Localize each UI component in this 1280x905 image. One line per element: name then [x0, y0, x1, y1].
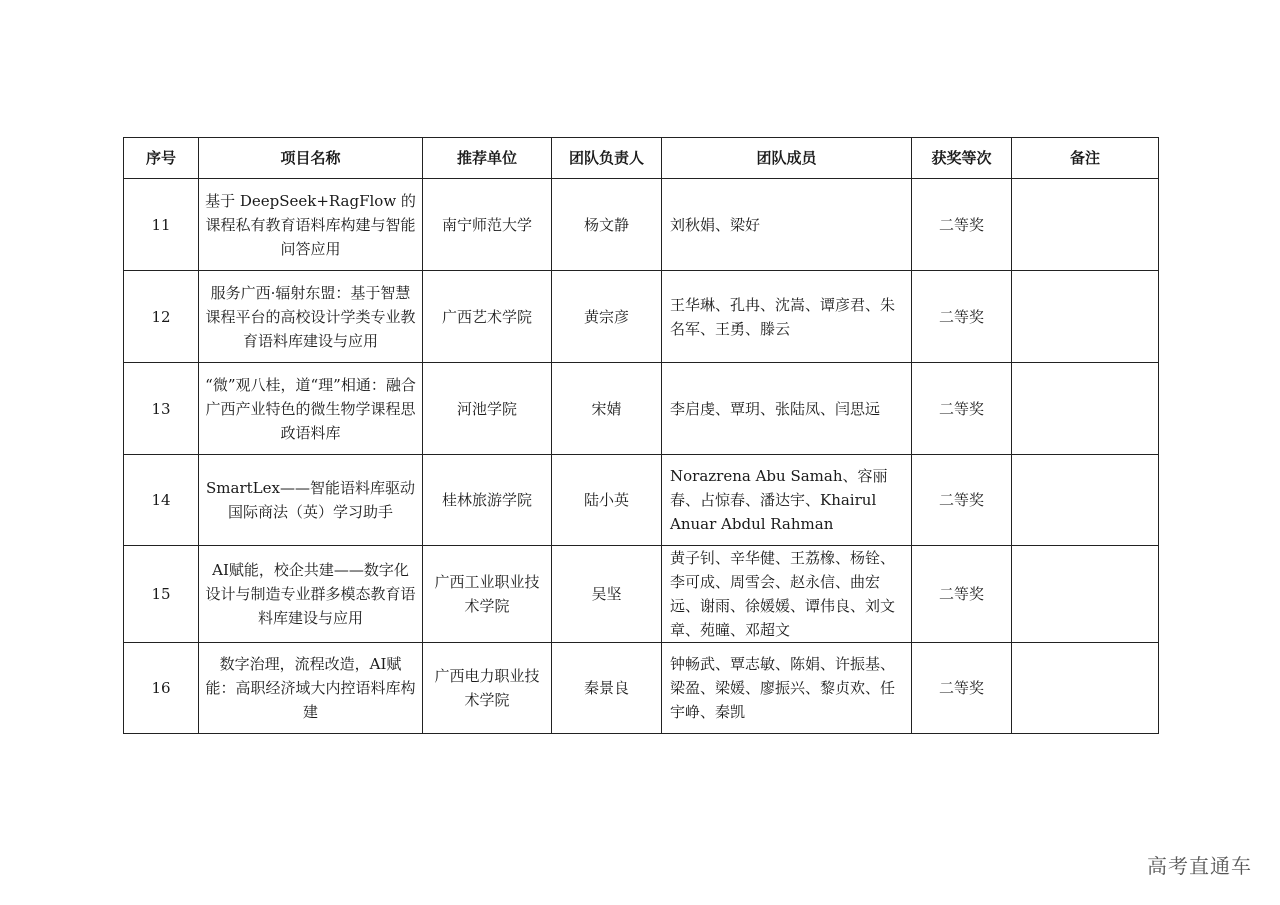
cell-award: 二等奖: [912, 363, 1012, 455]
header-leader: 团队负责人: [552, 138, 662, 179]
cell-project: 基于 DeepSeek+RagFlow 的课程私有教育语料库构建与智能问答应用: [199, 179, 423, 271]
cell-seq: 11: [124, 179, 199, 271]
cell-unit: 桂林旅游学院: [423, 455, 552, 546]
table-row: [124, 271, 1159, 363]
table-row: [124, 546, 1159, 643]
cell-note: [1012, 179, 1159, 271]
cell-note: [1012, 271, 1159, 363]
cell-award: 二等奖: [912, 179, 1012, 271]
cell-members: 黄子钊、辛华健、王荔橡、杨铨、李可成、周雪会、赵永信、曲宏远、谢雨、徐媛媛、谭伟良、刘文章、苑曈、邓超文: [662, 546, 912, 643]
header-members: 团队成员: [662, 138, 912, 179]
awards-table: [123, 137, 1159, 734]
cell-seq: 13: [124, 363, 199, 455]
table-row: [124, 363, 1159, 455]
cell-members: 王华琳、孔冉、沈嵩、谭彦君、朱名军、王勇、滕云: [662, 271, 912, 363]
cell-note: [1012, 363, 1159, 455]
cell-unit: 广西电力职业技术学院: [423, 643, 552, 734]
cell-unit: 广西工业职业技术学院: [423, 546, 552, 643]
table-header-row: [124, 138, 1159, 179]
table-row: [124, 179, 1159, 271]
cell-leader: 吴坚: [552, 546, 662, 643]
header-project: 项目名称: [199, 138, 423, 179]
cell-project: AI赋能，校企共建——数字化设计与制造专业群多模态教育语料库建设与应用: [199, 546, 423, 643]
cell-award: 二等奖: [912, 546, 1012, 643]
cell-project: SmartLex——智能语料库驱动国际商法（英）学习助手: [199, 455, 423, 546]
cell-project: “微”观八桂，道“理”相通：融合广西产业特色的微生物学课程思政语料库: [199, 363, 423, 455]
cell-members: 钟畅武、覃志敏、陈娟、许振基、梁盈、梁媛、廖振兴、黎贞欢、任宇峥、秦凯: [662, 643, 912, 734]
cell-members: 刘秋娟、梁好: [662, 179, 912, 271]
watermark-text: 高考直通车: [1147, 854, 1252, 878]
cell-note: [1012, 455, 1159, 546]
cell-unit: 广西艺术学院: [423, 271, 552, 363]
table-row: [124, 455, 1159, 546]
cell-members: 李启虔、覃玥、张陆凤、闫思远: [662, 363, 912, 455]
cell-leader: 黄宗彦: [552, 271, 662, 363]
header-unit: 推荐单位: [423, 138, 552, 179]
cell-leader: 宋婧: [552, 363, 662, 455]
cell-seq: 15: [124, 546, 199, 643]
cell-unit: 河池学院: [423, 363, 552, 455]
cell-award: 二等奖: [912, 643, 1012, 734]
cell-seq: 16: [124, 643, 199, 734]
cell-seq: 14: [124, 455, 199, 546]
cell-note: [1012, 643, 1159, 734]
header-note: 备注: [1012, 138, 1159, 179]
cell-unit: 南宁师范大学: [423, 179, 552, 271]
cell-award: 二等奖: [912, 271, 1012, 363]
cell-award: 二等奖: [912, 455, 1012, 546]
cell-leader: 秦景良: [552, 643, 662, 734]
cell-leader: 杨文静: [552, 179, 662, 271]
cell-seq: 12: [124, 271, 199, 363]
cell-leader: 陆小英: [552, 455, 662, 546]
cell-note: [1012, 546, 1159, 643]
header-award: 获奖等次: [912, 138, 1012, 179]
cell-project: 服务广西·辐射东盟：基于智慧课程平台的高校设计学类专业教育语料库建设与应用: [199, 271, 423, 363]
header-seq: 序号: [124, 138, 199, 179]
table-row: [124, 643, 1159, 734]
cell-members: Norazrena Abu Samah、容丽春、占惊春、潘达宇、Khairul Anuar Abdul Rahman: [662, 455, 912, 546]
cell-project: 数字治理，流程改造，AI赋能：高职经济域大内控语料库构建: [199, 643, 423, 734]
